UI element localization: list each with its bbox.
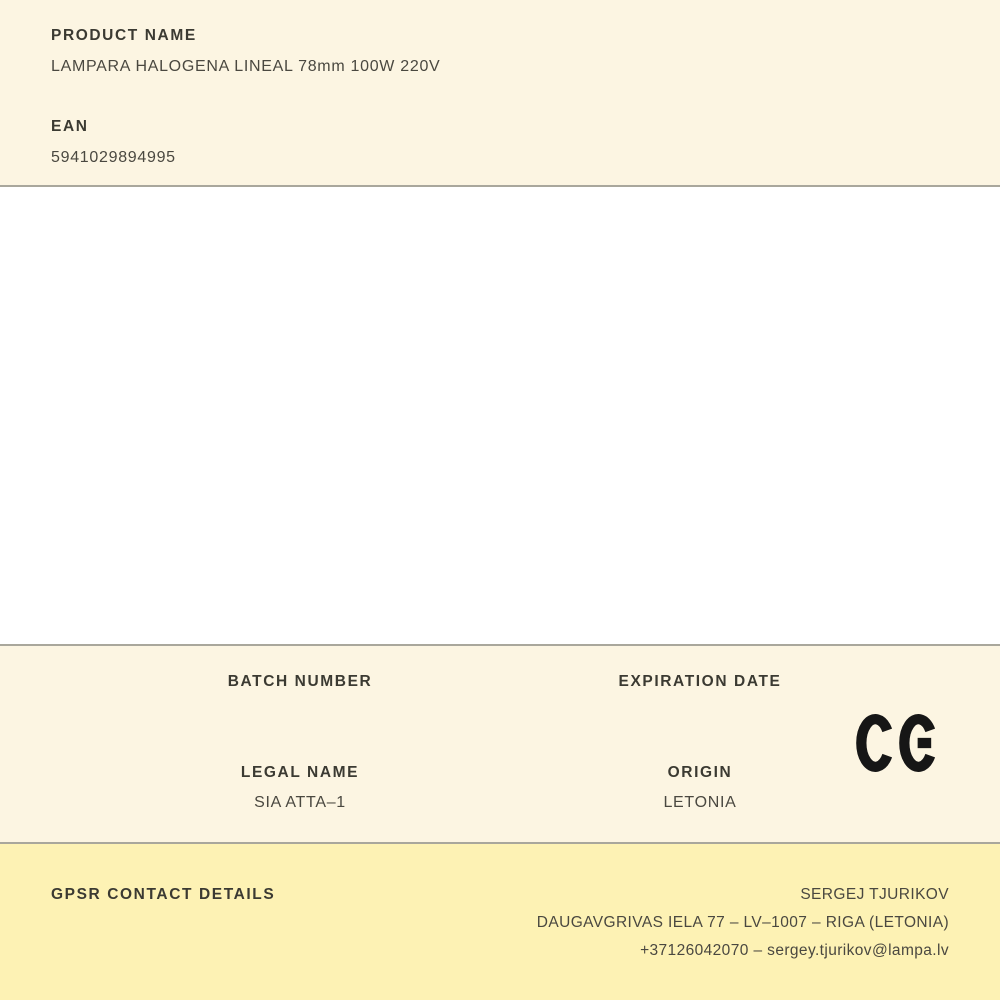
gpsr-contact-name: SERGEJ TJURIKOV [800, 886, 949, 903]
ean-value: 5941029894995 [51, 149, 176, 166]
legal-name-field [100, 764, 500, 812]
product-name-value: LAMPARA HALOGENA LINEAL 78mm 100W 220V [51, 58, 441, 75]
origin-label: ORIGIN [667, 764, 733, 781]
expiration-date-field [500, 673, 900, 721]
gpsr-contact-phone-email: +37126042070 – sergey.tjurikov@lampa.lv [640, 942, 949, 959]
blank-product-image-area [0, 187, 1000, 646]
gpsr-contact-label: GPSR CONTACT DETAILS [51, 886, 276, 903]
ce-mark-icon [855, 714, 941, 772]
batch-number-label: BATCH NUMBER [227, 673, 373, 690]
expiration-date-value [500, 703, 900, 721]
gpsr-contact-section [0, 844, 1000, 1000]
ean-label: EAN [51, 118, 89, 135]
product-info-section [0, 0, 1000, 187]
gpsr-contact-address: DAUGAVGRIVAS IELA 77 – LV–1007 – RIGA (LETONIA) [536, 914, 949, 931]
legal-origin-row [100, 764, 900, 812]
product-name-label: PRODUCT NAME [51, 27, 197, 44]
ean-field [51, 118, 950, 167]
batch-number-field [100, 673, 500, 721]
legal-name-label: LEGAL NAME [240, 764, 360, 781]
origin-value: LETONIA [663, 794, 737, 811]
gpsr-contact-block [537, 881, 949, 965]
batch-number-value [100, 703, 500, 721]
batch-expiration-row [100, 673, 900, 721]
details-section [0, 646, 1000, 844]
expiration-date-label: EXPIRATION DATE [618, 673, 782, 690]
origin-field [500, 764, 900, 812]
product-name-field [51, 27, 950, 76]
legal-name-value: SIA ATTA–1 [254, 794, 346, 811]
